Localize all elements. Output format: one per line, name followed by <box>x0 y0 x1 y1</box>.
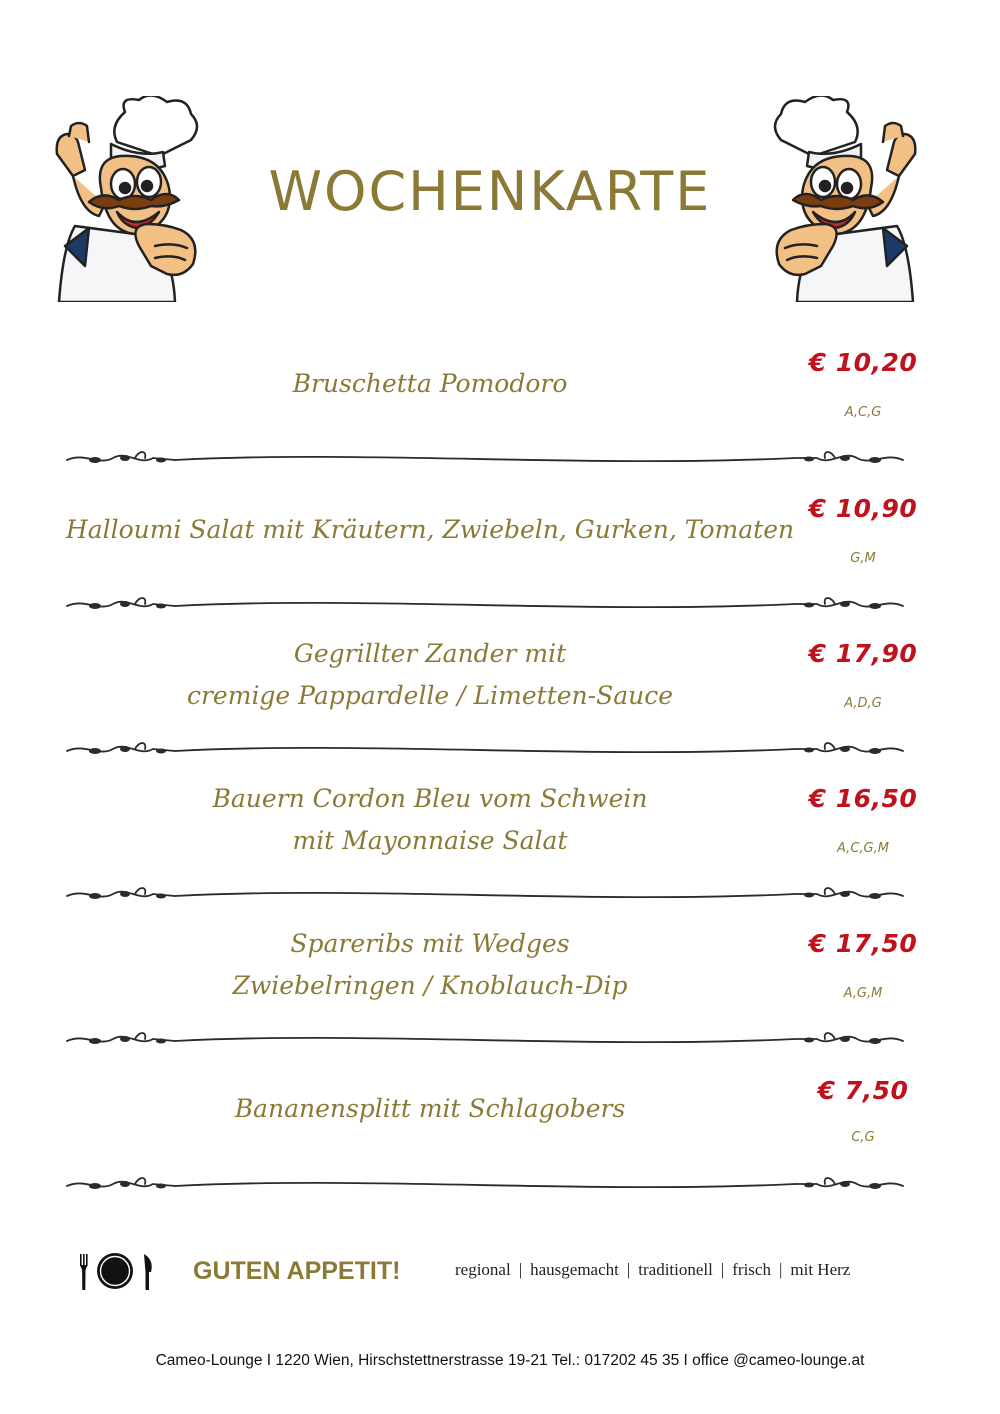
price: € 10,20 <box>808 348 918 377</box>
dish-name <box>60 923 800 1007</box>
contact-line: Cameo-Lounge I 1220 Wien, Hirschstettnerstrasse 19-21 Tel.: 017202 45 35 I office @cameo-lounge.at <box>155 1352 865 1369</box>
allergen-codes: A,G,M <box>843 986 883 1001</box>
tag-hausgemacht: hausgemacht <box>530 1260 619 1279</box>
allergen-codes: A,C,G <box>844 405 882 420</box>
dish-name <box>60 778 800 862</box>
separator: | <box>518 1260 523 1279</box>
dish-name <box>60 363 800 405</box>
ornamental-divider <box>65 448 905 470</box>
ornamental-divider <box>65 884 905 906</box>
separator: | <box>778 1260 783 1279</box>
allergen-codes: A,D,G <box>844 696 882 711</box>
ornamental-divider <box>65 739 905 761</box>
dish-line: mit Mayonnaise Salat <box>292 826 568 855</box>
dish-line: Spareribs mit Wedges <box>290 929 570 958</box>
tag-frisch: frisch <box>732 1260 771 1279</box>
tag-regional: regional <box>455 1260 511 1279</box>
ornamental-divider <box>65 594 905 616</box>
dish-line: Bruschetta Pomodoro <box>292 369 568 398</box>
dish-line: Bananensplitt mit Schlagobers <box>234 1094 626 1123</box>
allergen-codes: G,M <box>850 551 876 566</box>
ornamental-divider <box>65 1029 905 1051</box>
separator: | <box>720 1260 725 1279</box>
allergen-codes: C,G <box>851 1130 875 1145</box>
page-title: WOCHENKARTE <box>268 160 712 223</box>
price: € 17,50 <box>808 929 918 958</box>
price: € 17,90 <box>808 639 918 668</box>
allergen-codes: A,C,G,M <box>837 841 889 856</box>
dish-line: Gegrillter Zander mit <box>293 639 567 668</box>
chef-illustration-right <box>767 96 917 302</box>
dish-line: cremige Pappardelle / Limetten-Sauce <box>186 681 674 710</box>
price: € 7,50 <box>817 1076 909 1105</box>
dish-line: Bauern Cordon Bleu vom Schwein <box>212 784 648 813</box>
tag-traditionell: traditionell <box>638 1260 713 1279</box>
price: € 10,90 <box>808 494 918 523</box>
plate-cutlery-icon <box>78 1250 158 1292</box>
dish-name <box>60 509 800 551</box>
tag-mit-herz: mit Herz <box>790 1260 851 1279</box>
chef-illustration-left <box>55 96 205 302</box>
separator: | <box>626 1260 631 1279</box>
tagline <box>455 1260 850 1280</box>
dish-name <box>60 1088 800 1130</box>
dish-name <box>60 633 800 717</box>
guten-appetit-text: GUTEN APPETIT! <box>193 1257 401 1285</box>
price: € 16,50 <box>808 784 918 813</box>
dish-line: Zwiebelringen / Knoblauch-Dip <box>232 971 628 1000</box>
dish-line: Halloumi Salat mit Kräutern, Zwiebeln, Gurken, Tomaten <box>65 515 795 544</box>
ornamental-divider <box>65 1174 905 1196</box>
